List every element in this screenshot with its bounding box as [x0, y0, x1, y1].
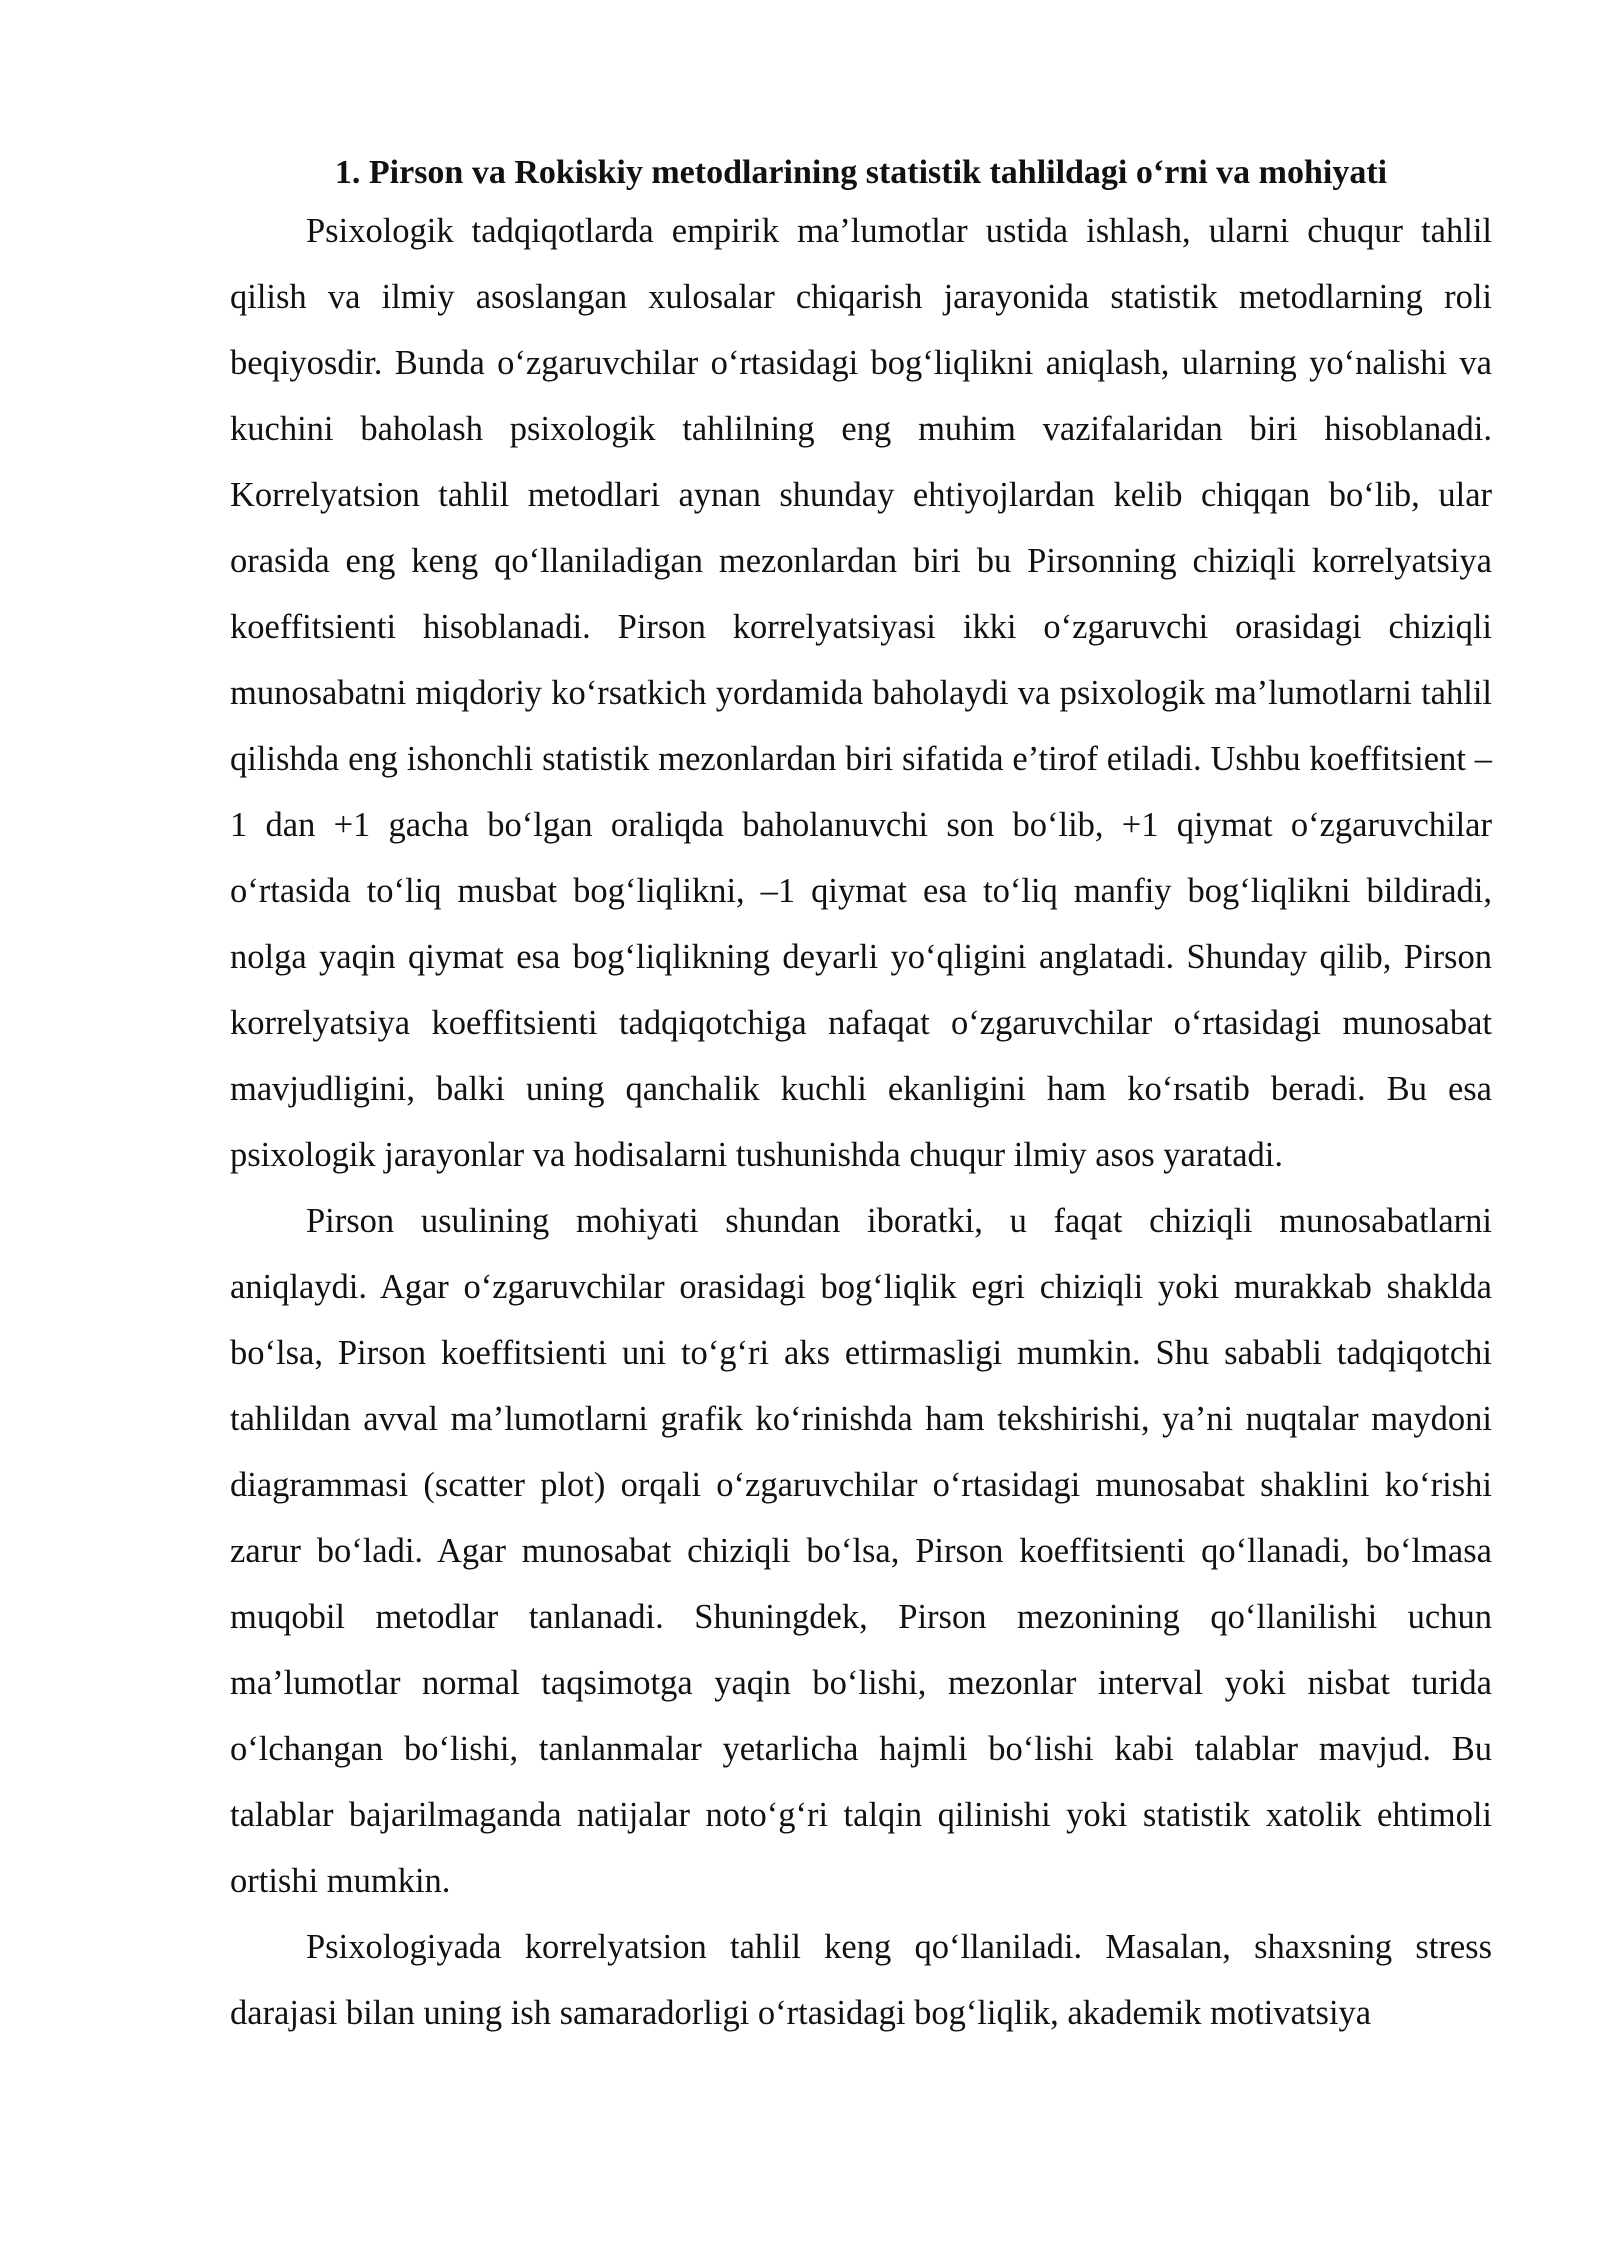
paragraph-1: Psixologik tadqiqotlarda empirik ma’lumotlar ustida ishlash, ularni chuqur tahlil qilish va ilmiy asoslangan xulosalar chiqarish jarayonida statistik metodlarning roli beqiyosdir. Bunda o‘zgaruvchilar o‘rtasidagi bog‘liqlikni aniqlash, ularning yo‘nalishi va kuchini baholash psixologik tahlilning eng muhim vazifalaridan biri hisoblanadi. Korrelyatsion tahlil metodlari aynan shunday ehtiyojlardan kelib chiqqan bo‘lib, ular orasida eng keng qo‘llaniladigan mezonlardan biri bu Pirsonning chiziqli korrelyatsiya koeffitsienti hisoblanadi. Pirson korrelyatsiyasi ikki o‘zgaruvchi orasidagi chiziqli munosabatni miqdoriy ko‘rsatkich yordamida baholaydi va psixologik ma’lumotlarni tahlil qilishda eng ishonchli statistik mezonlardan biri sifatida e’tirof etiladi. Ushbu koeffitsient –1 dan +1 gacha bo‘lgan oraliqda baholanuvchi son bo‘lib, +1 qiymat o‘zgaruvchilar o‘rtasida to‘liq musbat bog‘liqlikni, –1 qiymat esa to‘liq manfiy bog‘liqlikni bildiradi, nolga yaqin qiymat esa bog‘liqlikning deyarli yo‘qligini anglatadi. Shunday qilib, Pirson korrelyatsiya koeffitsienti tadqiqotchiga nafaqat o‘zgaruvchilar o‘rtasidagi munosabat mavjudligini, balki uning qanchalik kuchli ekanligini ham ko‘rsatib beradi. Bu esa psixologik jarayonlar va hodisalarni tushunishda chuqur ilmiy asos yaratadi. [230, 212, 1492, 1174]
paragraph-2: Pirson usulining mohiyati shundan iboratki, u faqat chiziqli munosabatlarni aniqlaydi. Agar o‘zgaruvchilar orasidagi bog‘liqlik egri chiziqli yoki murakkab shaklda bo‘lsa, Pirson koeffitsienti uni to‘g‘ri aks ettirmasligi mumkin. Shu sababli tadqiqotchi tahlildan avval ma’lumotlarni grafik ko‘rinishda ham tekshirishi, ya’ni nuqtalar maydoni diagrammasi (scatter plot) orqali o‘zgaruvchilar o‘rtasidagi munosabat shaklini ko‘rishi zarur bo‘ladi. Agar munosabat chiziqli bo‘lsa, Pirson koeffitsienti qo‘llanadi, bo‘lmasa muqobil metodlar tanlanadi. Shuningdek, Pirson mezonining qo‘llanilishi uchun ma’lumotlar normal taqsimotga yaqin bo‘lishi, mezonlar interval yoki nisbat turida o‘lchangan bo‘lishi, tanlanmalar yetarlicha hajmli bo‘lishi kabi talablar mavjud. Bu talablar bajarilmaganda natijalar noto‘g‘ri talqin qilinishi yoki statistik xatolik ehtimoli ortishi mumkin. [230, 1202, 1492, 1900]
paragraph-3: Psixologiyada korrelyatsion tahlil keng qo‘llaniladi. Masalan, shaxsning stress darajasi bilan uning ish samaradorligi o‘rtasidagi bog‘liqlik, akademik motivatsiya [230, 1928, 1492, 2032]
document-body [230, 148, 1492, 2046]
section-heading: 1. Pirson va Rokiskiy metodlarining statistik tahlildagi o‘rni va mohiyati [334, 154, 1388, 191]
